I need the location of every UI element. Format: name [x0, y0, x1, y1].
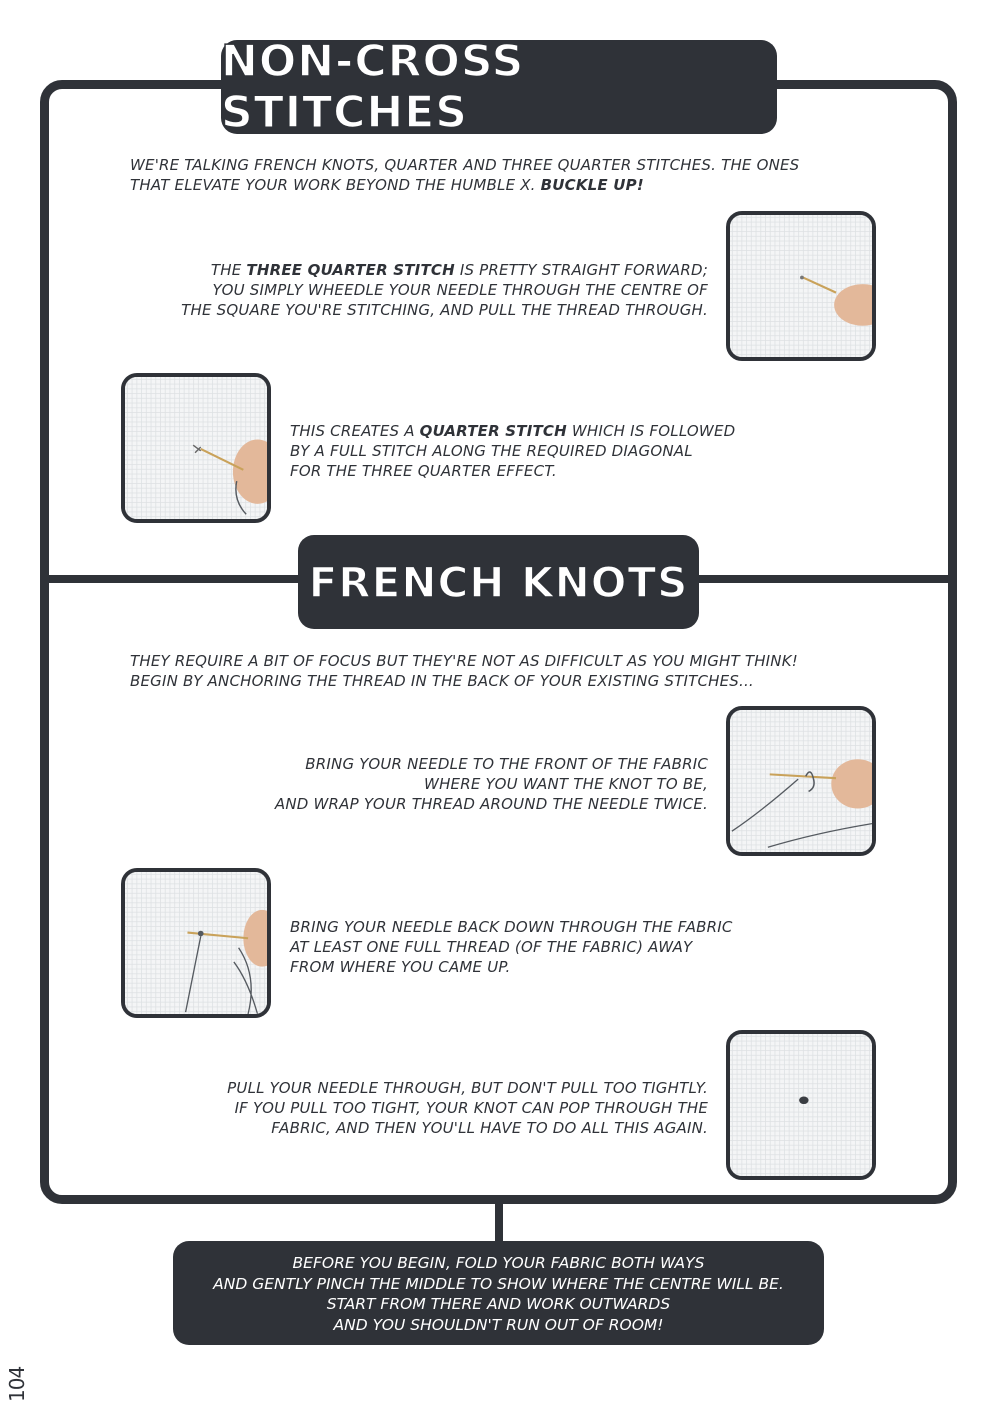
three-quarter-line3: THE SQUARE YOU'RE STITCHING, AND PULL THE THREAD THROUGH. — [181, 301, 708, 319]
non-cross-intro — [130, 155, 870, 195]
section-title-non-cross: NON-CROSS STITCHES — [221, 36, 525, 138]
french-step3-line1: PULL YOUR NEEDLE THROUGH, BUT DON'T PULL TOO TIGHTLY. — [227, 1079, 708, 1097]
section-title-french-knots: FRENCH KNOTS — [308, 557, 689, 607]
french-step1-line2: WHERE YOU WANT THE KNOT TO BE, — [424, 775, 708, 793]
french-knots-intro-line2: BEGIN BY ANCHORING THE THREAD IN THE BACK OF YOUR EXISTING STITCHES... — [130, 672, 754, 690]
french-knots-intro — [130, 651, 890, 691]
french-knots-intro-line1: THEY REQUIRE A BIT OF FOCUS BUT THEY'RE NOT AS DIFFICULT AS YOU MIGHT THINK! — [130, 652, 798, 670]
photo-needle-through-centre — [726, 211, 876, 361]
photo-wrap-thread — [726, 706, 876, 856]
french-step2-line3: FROM WHERE YOU CAME UP. — [290, 958, 511, 976]
french-step3-text — [150, 1078, 708, 1138]
french-step1-line3: AND WRAP YOUR THREAD AROUND THE NEEDLE TWICE. — [274, 795, 708, 813]
non-cross-intro-line1: WE'RE TALKING FRENCH KNOTS, QUARTER AND THREE QUARTER STITCHES. THE ONES — [130, 156, 800, 174]
buckle-up-emphasis: BUCKLE UP! — [540, 176, 644, 194]
photo-finished-knot — [726, 1030, 876, 1180]
french-step1-text — [200, 754, 708, 814]
french-step2-line1: BRING YOUR NEEDLE BACK DOWN THROUGH THE FABRIC — [290, 918, 733, 936]
three-quarter-line2: YOU SIMPLY WHEEDLE YOUR NEEDLE THROUGH THE CENTRE OF — [212, 281, 708, 299]
section-title-tab-non-cross — [221, 36, 777, 138]
fabric-needle-image-1 — [730, 215, 872, 357]
tip-line3: START FROM THERE AND WORK OUTWARDS — [326, 1295, 671, 1313]
fabric-needle-image-3 — [730, 710, 872, 852]
quarter-line3: FOR THE THREE QUARTER EFFECT. — [290, 462, 557, 480]
photo-quarter-stitch — [121, 373, 271, 523]
french-step3-line2: IF YOU PULL TOO TIGHT, YOUR KNOT CAN POP THROUGH THE — [234, 1099, 708, 1117]
three-quarter-stitch-emphasis: THREE QUARTER STITCH — [246, 261, 455, 279]
french-step3-line3: FABRIC, AND THEN YOU'LL HAVE TO DO ALL THIS AGAIN. — [271, 1119, 708, 1137]
french-step2-line2: AT LEAST ONE FULL THREAD (OF THE FABRIC) AWAY — [290, 938, 693, 956]
quarter-line1 — [290, 421, 810, 441]
quarter-line1-pre: THIS CREATES A — [290, 422, 420, 440]
page-number: 104 — [5, 1366, 29, 1402]
section-title-tab-french-knots — [298, 535, 699, 629]
quarter-stitch-emphasis: QUARTER STITCH — [419, 422, 567, 440]
tip-box — [173, 1241, 824, 1345]
photo-needle-back-down — [121, 868, 271, 1018]
tip-line2: AND GENTLY PINCH THE MIDDLE TO SHOW WHERE THE CENTRE WILL BE. — [213, 1274, 784, 1293]
tip-connector — [495, 1204, 503, 1244]
non-cross-intro-line2-text: THAT ELEVATE YOUR WORK BEYOND THE HUMBLE X. — [130, 176, 541, 194]
three-quarter-line1-pre: THE — [210, 261, 247, 279]
quarter-line2: BY A FULL STITCH ALONG THE REQUIRED DIAGONAL — [290, 442, 693, 460]
three-quarter-line1-post: IS PRETTY STRAIGHT FORWARD; — [454, 261, 708, 279]
non-cross-intro-line2 — [130, 175, 870, 195]
tip-line1: BEFORE YOU BEGIN, FOLD YOUR FABRIC BOTH WAYS — [292, 1254, 705, 1272]
french-step1-line1: BRING YOUR NEEDLE TO THE FRONT OF THE FABRIC — [305, 755, 708, 773]
fabric-knot-image — [730, 1034, 872, 1176]
quarter-line1-post: WHICH IS FOLLOWED — [566, 422, 736, 440]
three-quarter-line1 — [120, 260, 708, 280]
fabric-needle-image-4 — [125, 872, 267, 1014]
three-quarter-step-text — [120, 260, 708, 320]
fabric-needle-image-2 — [125, 377, 267, 519]
quarter-stitch-step-text — [290, 421, 810, 481]
tip-line4: AND YOU SHOULDN'T RUN OUT OF ROOM! — [333, 1315, 664, 1334]
french-step2-text — [290, 917, 810, 977]
